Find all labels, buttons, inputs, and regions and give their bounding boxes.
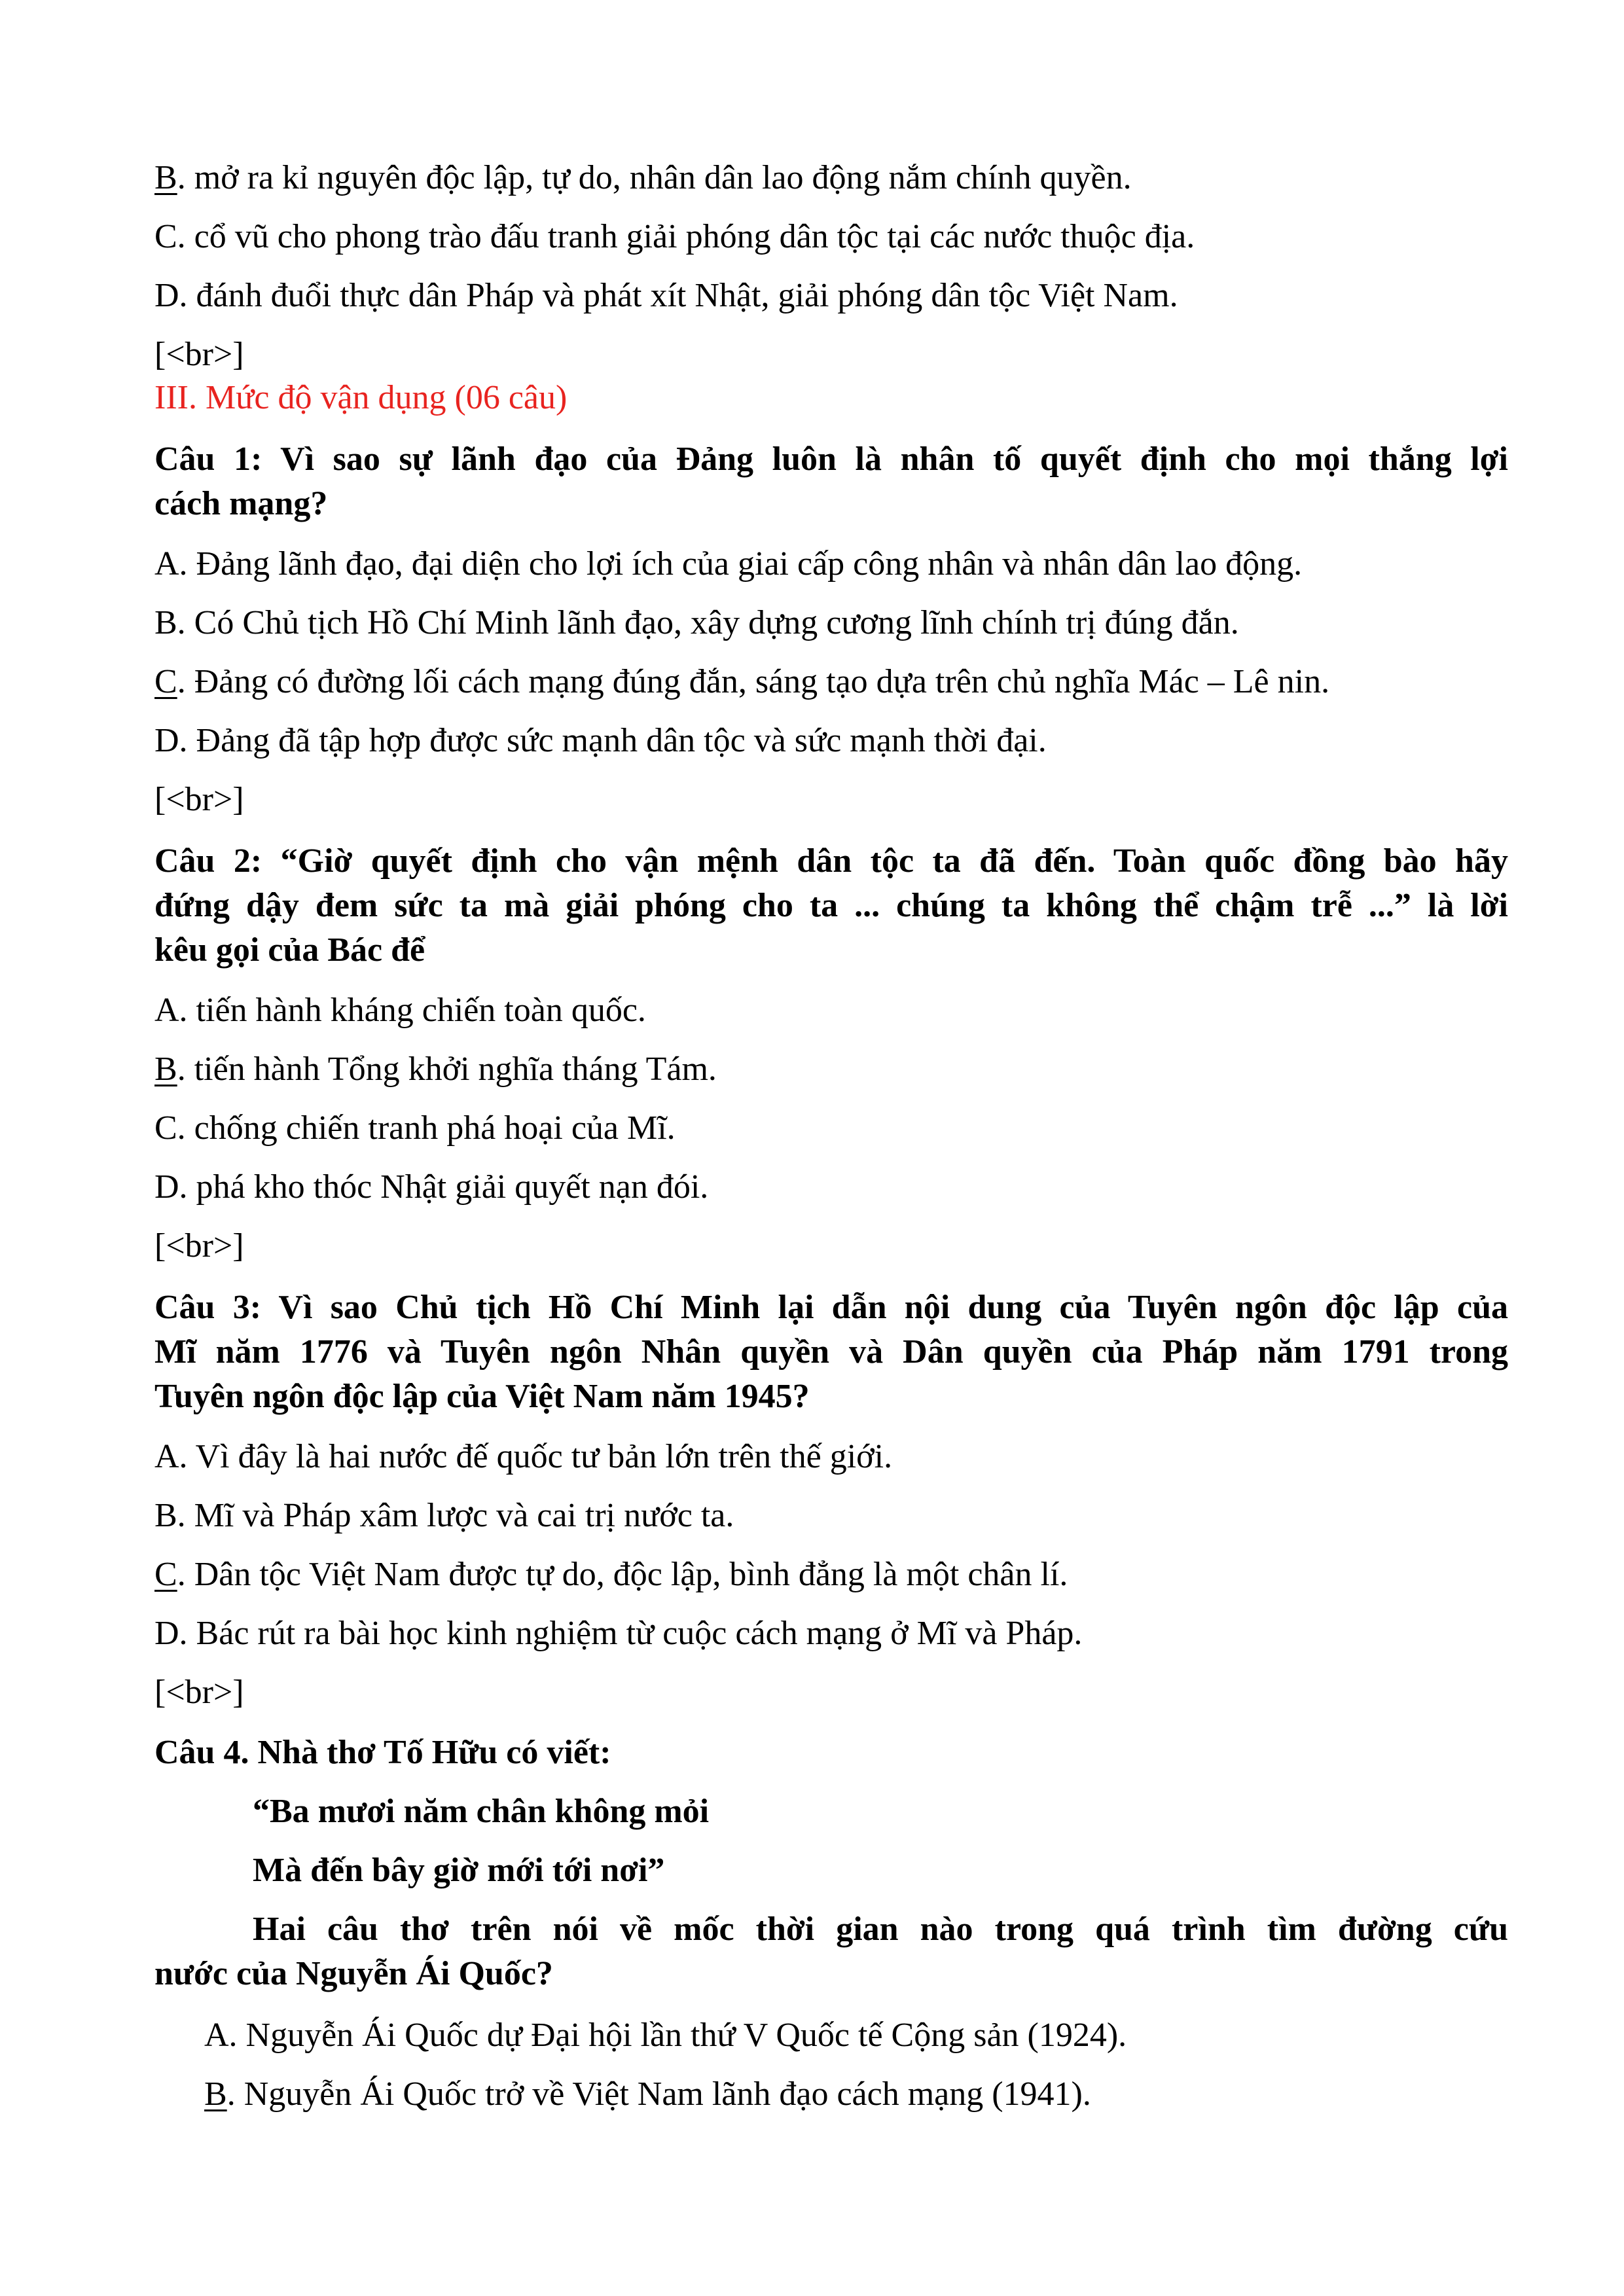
q2-title-line3: kêu gọi của Bác để [154, 931, 425, 969]
q3-title-line3: Tuyên ngôn độc lập của Việt Nam năm 1945? [154, 1378, 810, 1415]
br-marker: [<br>] [154, 1227, 244, 1265]
q2-option-b [154, 1049, 717, 1090]
q4-option-b [204, 2073, 1091, 2115]
q1-title-line2: cách mạng? [154, 485, 328, 522]
q1-title-line1: Câu 1: Vì sao sự lãnh đạo của Đảng luôn là nhân tố quyết định cho mọi thắng lợi [154, 440, 1508, 478]
q4-option-b-text: . Nguyễn Ái Quốc trở về Việt Nam lãnh đạo cách mạng (1941). [226, 2075, 1091, 2113]
prev-option-b [154, 157, 1132, 199]
q3-title-line1: Câu 3: Vì sao Chủ tịch Hồ Chí Minh lại dẫn nội dung của Tuyên ngôn độc lập của [154, 1289, 1508, 1326]
q4-title-line1: Câu 4. Nhà thơ Tố Hữu có viết: [154, 1734, 611, 1771]
prev-option-b-letter: B [154, 159, 177, 196]
q1-option-b: B. Có Chủ tịch Hồ Chí Minh lãnh đạo, xây dựng cương lĩnh chính trị đúng đắn. [154, 604, 1239, 641]
q2-label: Câu 2 [154, 842, 251, 880]
br-marker: [<br>] [154, 781, 244, 818]
q3-option-d: D. Bác rút ra bài học kinh nghiệm từ cuộc cách mạng ở Mĩ và Pháp. [154, 1615, 1083, 1652]
q3-option-c-text: . Dân tộc Việt Nam được tự do, độc lập, bình đẳng là một chân lí. [177, 1556, 1068, 1593]
br-marker: [<br>] [154, 336, 244, 373]
q1-option-c-text: . Đảng có đường lối cách mạng đúng đắn, sáng tạo dựa trên chủ nghĩa Mác – Lê nin. [177, 663, 1330, 700]
q1-option-c-letter: C [154, 663, 177, 700]
q1-option-d: D. Đảng đã tập hợp được sức mạnh dân tộc và sức mạnh thời đại. [154, 722, 1047, 759]
prev-option-d: D. đánh đuổi thực dân Pháp và phát xít Nhật, giải phóng dân tộc Việt Nam. [154, 277, 1178, 314]
q3-option-c-letter: C [154, 1556, 177, 1593]
q2-title-line1 [154, 840, 1508, 882]
q2-title-line2: đứng dậy đem sức ta mà giải phóng cho ta ... chúng ta không thể chậm trễ ...” là lời [154, 887, 1508, 924]
q4-prompt-line1: Hai câu thơ trên nói về mốc thời gian nào trong quá trình tìm đường cứu [253, 1910, 1508, 1948]
q3-title-line2: Mĩ năm 1776 và Tuyên ngôn Nhân quyền và Dân quyền của Pháp năm 1791 trong [154, 1333, 1508, 1371]
q3-option-a: A. Vì đây là hai nước đế quốc tư bản lớn trên thế giới. [154, 1438, 893, 1475]
q4-poem-line2: Mà đến bây giờ mới tới nơi” [253, 1852, 665, 1889]
q1-option-c [154, 661, 1329, 703]
q2-title-line1-text: : “Giờ quyết định cho vận mệnh dân tộc ta đã đến. Toàn quốc đồng bào hãy [250, 842, 1508, 880]
q4-prompt-line2: nước của Nguyễn Ái Quốc? [154, 1955, 553, 1992]
section-heading: III. Mức độ vận dụng (06 câu) [154, 379, 568, 416]
q2-option-c: C. chống chiến tranh phá hoại của Mĩ. [154, 1109, 676, 1147]
br-marker: [<br>] [154, 1674, 244, 1711]
q2-option-a: A. tiến hành kháng chiến toàn quốc. [154, 992, 646, 1029]
q3-option-c [154, 1554, 1068, 1596]
q4-option-b-letter: B [204, 2075, 227, 2113]
q2-option-b-letter: B [154, 1050, 177, 1088]
q4-option-a: A. Nguyễn Ái Quốc dự Đại hội lần thứ V Quốc tế Cộng sản (1924). [204, 2017, 1127, 2054]
q2-option-d: D. phá kho thóc Nhật giải quyết nạn đói. [154, 1168, 709, 1206]
q2-option-b-text: . tiến hành Tổng khởi nghĩa tháng Tám. [177, 1050, 717, 1088]
q4-poem-line1: “Ba mươi năm chân không mỏi [253, 1793, 710, 1830]
prev-option-c: C. cổ vũ cho phong trào đấu tranh giải phóng dân tộc tại các nước thuộc địa. [154, 218, 1195, 255]
q3-option-b: B. Mĩ và Pháp xâm lược và cai trị nước ta. [154, 1497, 734, 1534]
prev-option-b-text: . mở ra kỉ nguyên độc lập, tự do, nhân dân lao động nắm chính quyền. [177, 159, 1132, 196]
q1-option-a: A. Đảng lãnh đạo, đại diện cho lợi ích của giai cấp công nhân và nhân dân lao động. [154, 545, 1303, 583]
